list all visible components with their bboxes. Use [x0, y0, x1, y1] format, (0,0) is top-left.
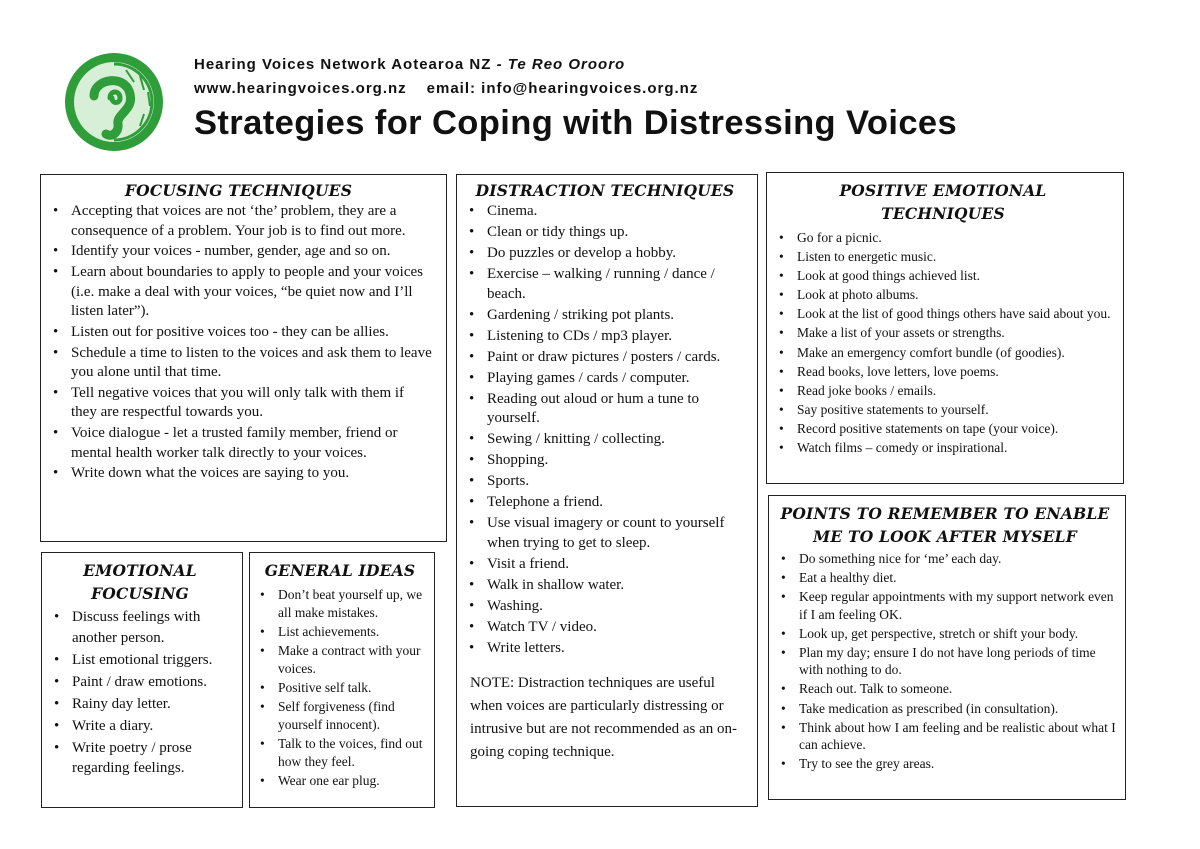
list-item: • Watch films – comedy or inspirational.: [771, 439, 1115, 457]
list-item: • Rainy day letter.: [46, 694, 234, 715]
list-item: • Sports.: [461, 472, 749, 492]
focusing-heading: FOCUSING TECHNIQUES: [124, 181, 353, 200]
list-item: • Try to see the grey areas.: [773, 755, 1117, 773]
list-item: • Visit a friend.: [461, 555, 749, 575]
list-item: • Gardening / striking pot plants.: [461, 306, 749, 326]
list-item: • Listen out for positive voices too - they can be allies.: [45, 323, 432, 343]
list-item: • Write letters.: [461, 639, 749, 659]
positive-heading: POSITIVE EMOTIONAL TECHNIQUES: [839, 181, 1047, 223]
list-item: • Use visual imagery or count to yourself when trying to get to sleep.: [461, 514, 749, 554]
list-item: • Think about how I am feeling and be realistic about what I can achieve.: [773, 719, 1117, 754]
list-item: • Do something nice for ‘me’ each day.: [773, 550, 1117, 568]
list-item: • List achievements.: [252, 623, 428, 641]
page-title: Strategies for Coping with Distressing Voices: [194, 104, 958, 142]
list-item: • Write down what the voices are saying to you.: [45, 464, 432, 484]
list-item: • Wear one ear plug.: [252, 772, 428, 790]
remember-list: [773, 550, 1117, 773]
website-link[interactable]: www.hearingvoices.org.nz: [194, 80, 407, 97]
focusing-techniques-box: [40, 174, 447, 542]
list-item: • Walk in shallow water.: [461, 576, 749, 596]
list-item: • Make an emergency comfort bundle (of goodies).: [771, 344, 1115, 362]
list-item: • Paint or draw pictures / posters / cards.: [461, 348, 749, 368]
list-item: • Telephone a friend.: [461, 493, 749, 513]
focusing-list: [45, 202, 432, 484]
emotional-focusing-box: [41, 552, 243, 808]
list-item: • Look at the list of good things others have said about you.: [771, 305, 1115, 323]
list-item: • Look up, get perspective, stretch or shift your body.: [773, 625, 1117, 643]
list-item: • Playing games / cards / computer.: [461, 369, 749, 389]
list-item: • Watch TV / video.: [461, 618, 749, 638]
list-item: • Tell negative voices that you will only talk with them if they are respectful towards you.: [45, 384, 432, 423]
list-item: • Clean or tidy things up.: [461, 223, 749, 243]
general-list: [252, 586, 428, 790]
list-item: • Keep regular appointments with my support network even if I am feeling OK.: [773, 588, 1117, 623]
list-item: • Learn about boundaries to apply to people and your voices (i.e. make a deal with your voices, “be quiet now and I’ll listen later”).: [45, 263, 432, 322]
network-logo: [64, 52, 164, 152]
list-item: • Talk to the voices, find out how they feel.: [252, 735, 428, 771]
list-item: • Shopping.: [461, 451, 749, 471]
list-item: • Schedule a time to listen to the voices and ask them to leave you alone until that time.: [45, 344, 432, 383]
contact-line: [194, 80, 698, 97]
list-item: • Look at good things achieved list.: [771, 267, 1115, 285]
list-item: • Take medication as prescribed (in consultation).: [773, 700, 1117, 718]
list-item: • Reading out aloud or hum a tune to yourself.: [461, 390, 749, 430]
emotional-list: [46, 607, 234, 779]
list-item: • Accepting that voices are not ‘the’ problem, they are a consequence of a problem. Your job is to find out more.: [45, 202, 432, 241]
list-item: • Go for a picnic.: [771, 229, 1115, 247]
distraction-heading: DISTRACTION TECHNIQUES: [475, 181, 735, 200]
general-ideas-box: [249, 552, 435, 808]
organization-name: Hearing Voices Network Aotearoa NZ - Te Reo Orooro: [194, 56, 626, 73]
list-item: • Plan my day; ensure I do not have long periods of time with nothing to do.: [773, 644, 1117, 679]
positive-list: [771, 229, 1115, 457]
list-item: • Say positive statements to yourself.: [771, 401, 1115, 419]
email-link[interactable]: email: info@hearingvoices.org.nz: [426, 80, 699, 97]
points-to-remember-box: [768, 495, 1126, 800]
emotional-heading: EMOTIONAL FOCUSING: [83, 561, 197, 603]
list-item: • Voice dialogue - let a trusted family member, friend or mental health worker talk directly to your voices.: [45, 424, 432, 463]
list-item: • Write poetry / prose regarding feelings.: [46, 738, 234, 779]
list-item: • Eat a healthy diet.: [773, 569, 1117, 587]
list-item: • Don’t beat yourself up, we all make mistakes.: [252, 586, 428, 622]
positive-emotional-box: [766, 172, 1124, 484]
list-item: • Paint / draw emotions.: [46, 672, 234, 693]
list-item: • Exercise – walking / running / dance / beach.: [461, 265, 749, 305]
list-item: • Write a diary.: [46, 716, 234, 737]
list-item: • Discuss feelings with another person.: [46, 607, 234, 648]
list-item: • Read books, love letters, love poems.: [771, 363, 1115, 381]
organization-dash: -: [496, 56, 503, 73]
list-item: • Listening to CDs / mp3 player.: [461, 327, 749, 347]
list-item: • Reach out. Talk to someone.: [773, 680, 1117, 698]
list-item: • Washing.: [461, 597, 749, 617]
list-item: • Positive self talk.: [252, 679, 428, 697]
distraction-list: [461, 202, 749, 659]
list-item: • Identify your voices - number, gender, age and so on.: [45, 242, 432, 262]
list-item: • Listen to energetic music.: [771, 248, 1115, 266]
list-item: • Do puzzles or develop a hobby.: [461, 244, 749, 264]
distraction-note: NOTE: Distraction techniques are useful when voices are particularly distressing or intrusive but are not recommended as an on-going coping technique.: [470, 675, 737, 761]
list-item: • Record positive statements on tape (your voice).: [771, 420, 1115, 438]
list-item: • Sewing / knitting / collecting.: [461, 430, 749, 450]
organization-subtitle: Te Reo Orooro: [507, 56, 626, 73]
list-item: • Cinema.: [461, 202, 749, 222]
general-heading: GENERAL IDEAS: [264, 561, 416, 580]
list-item: • Read joke books / emails.: [771, 382, 1115, 400]
list-item: • Self forgiveness (find yourself innocent).: [252, 698, 428, 734]
remember-heading: POINTS TO REMEMBER TO ENABLE ME TO LOOK AFTER MYSELF: [780, 504, 1110, 546]
list-item: • Make a contract with your voices.: [252, 642, 428, 678]
distraction-techniques-box: [456, 174, 758, 807]
list-item: • Make a list of your assets or strengths.: [771, 324, 1115, 342]
list-item: • List emotional triggers.: [46, 650, 234, 671]
list-item: • Look at photo albums.: [771, 286, 1115, 304]
